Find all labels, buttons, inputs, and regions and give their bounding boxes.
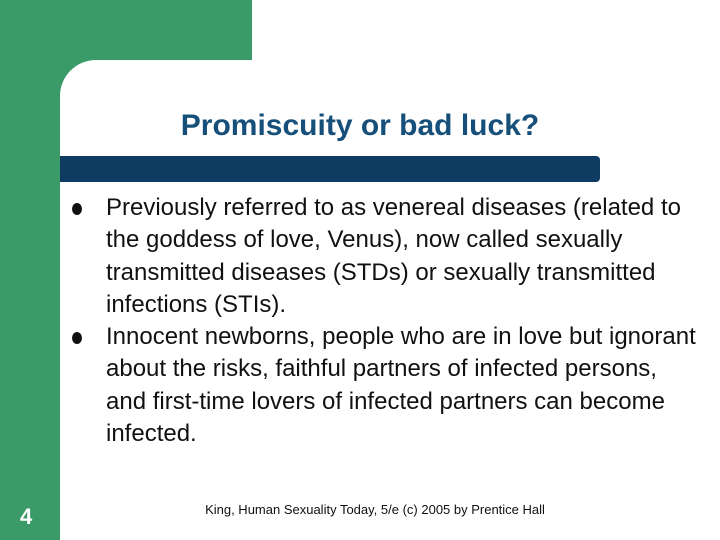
page-number: 4 bbox=[20, 504, 33, 529]
bullet-list bbox=[72, 192, 702, 450]
bullet-item bbox=[72, 192, 702, 321]
bullet-text: Previously referred to as venereal diseases (related to the goddess of love, Venus), now called sexually transmitted diseases (STDs) or sexually transmitted infections (STIs). bbox=[106, 194, 681, 318]
title-underline-bar bbox=[60, 156, 600, 182]
footer-citation: King, Human Sexuality Today, 5/e (c) 2005 by Prentice Hall bbox=[205, 502, 545, 517]
slide-title: Promiscuity or bad luck? bbox=[180, 109, 540, 142]
bullet-item bbox=[72, 321, 702, 450]
bullet-icon bbox=[72, 332, 82, 344]
bullet-text: Innocent newborns, people who are in love but ignorant about the risks, faithful partners of infected persons, and first-time lovers of infected partners can become infected. bbox=[106, 323, 696, 448]
bullet-icon bbox=[72, 203, 82, 215]
frame-left-strip bbox=[0, 0, 60, 540]
